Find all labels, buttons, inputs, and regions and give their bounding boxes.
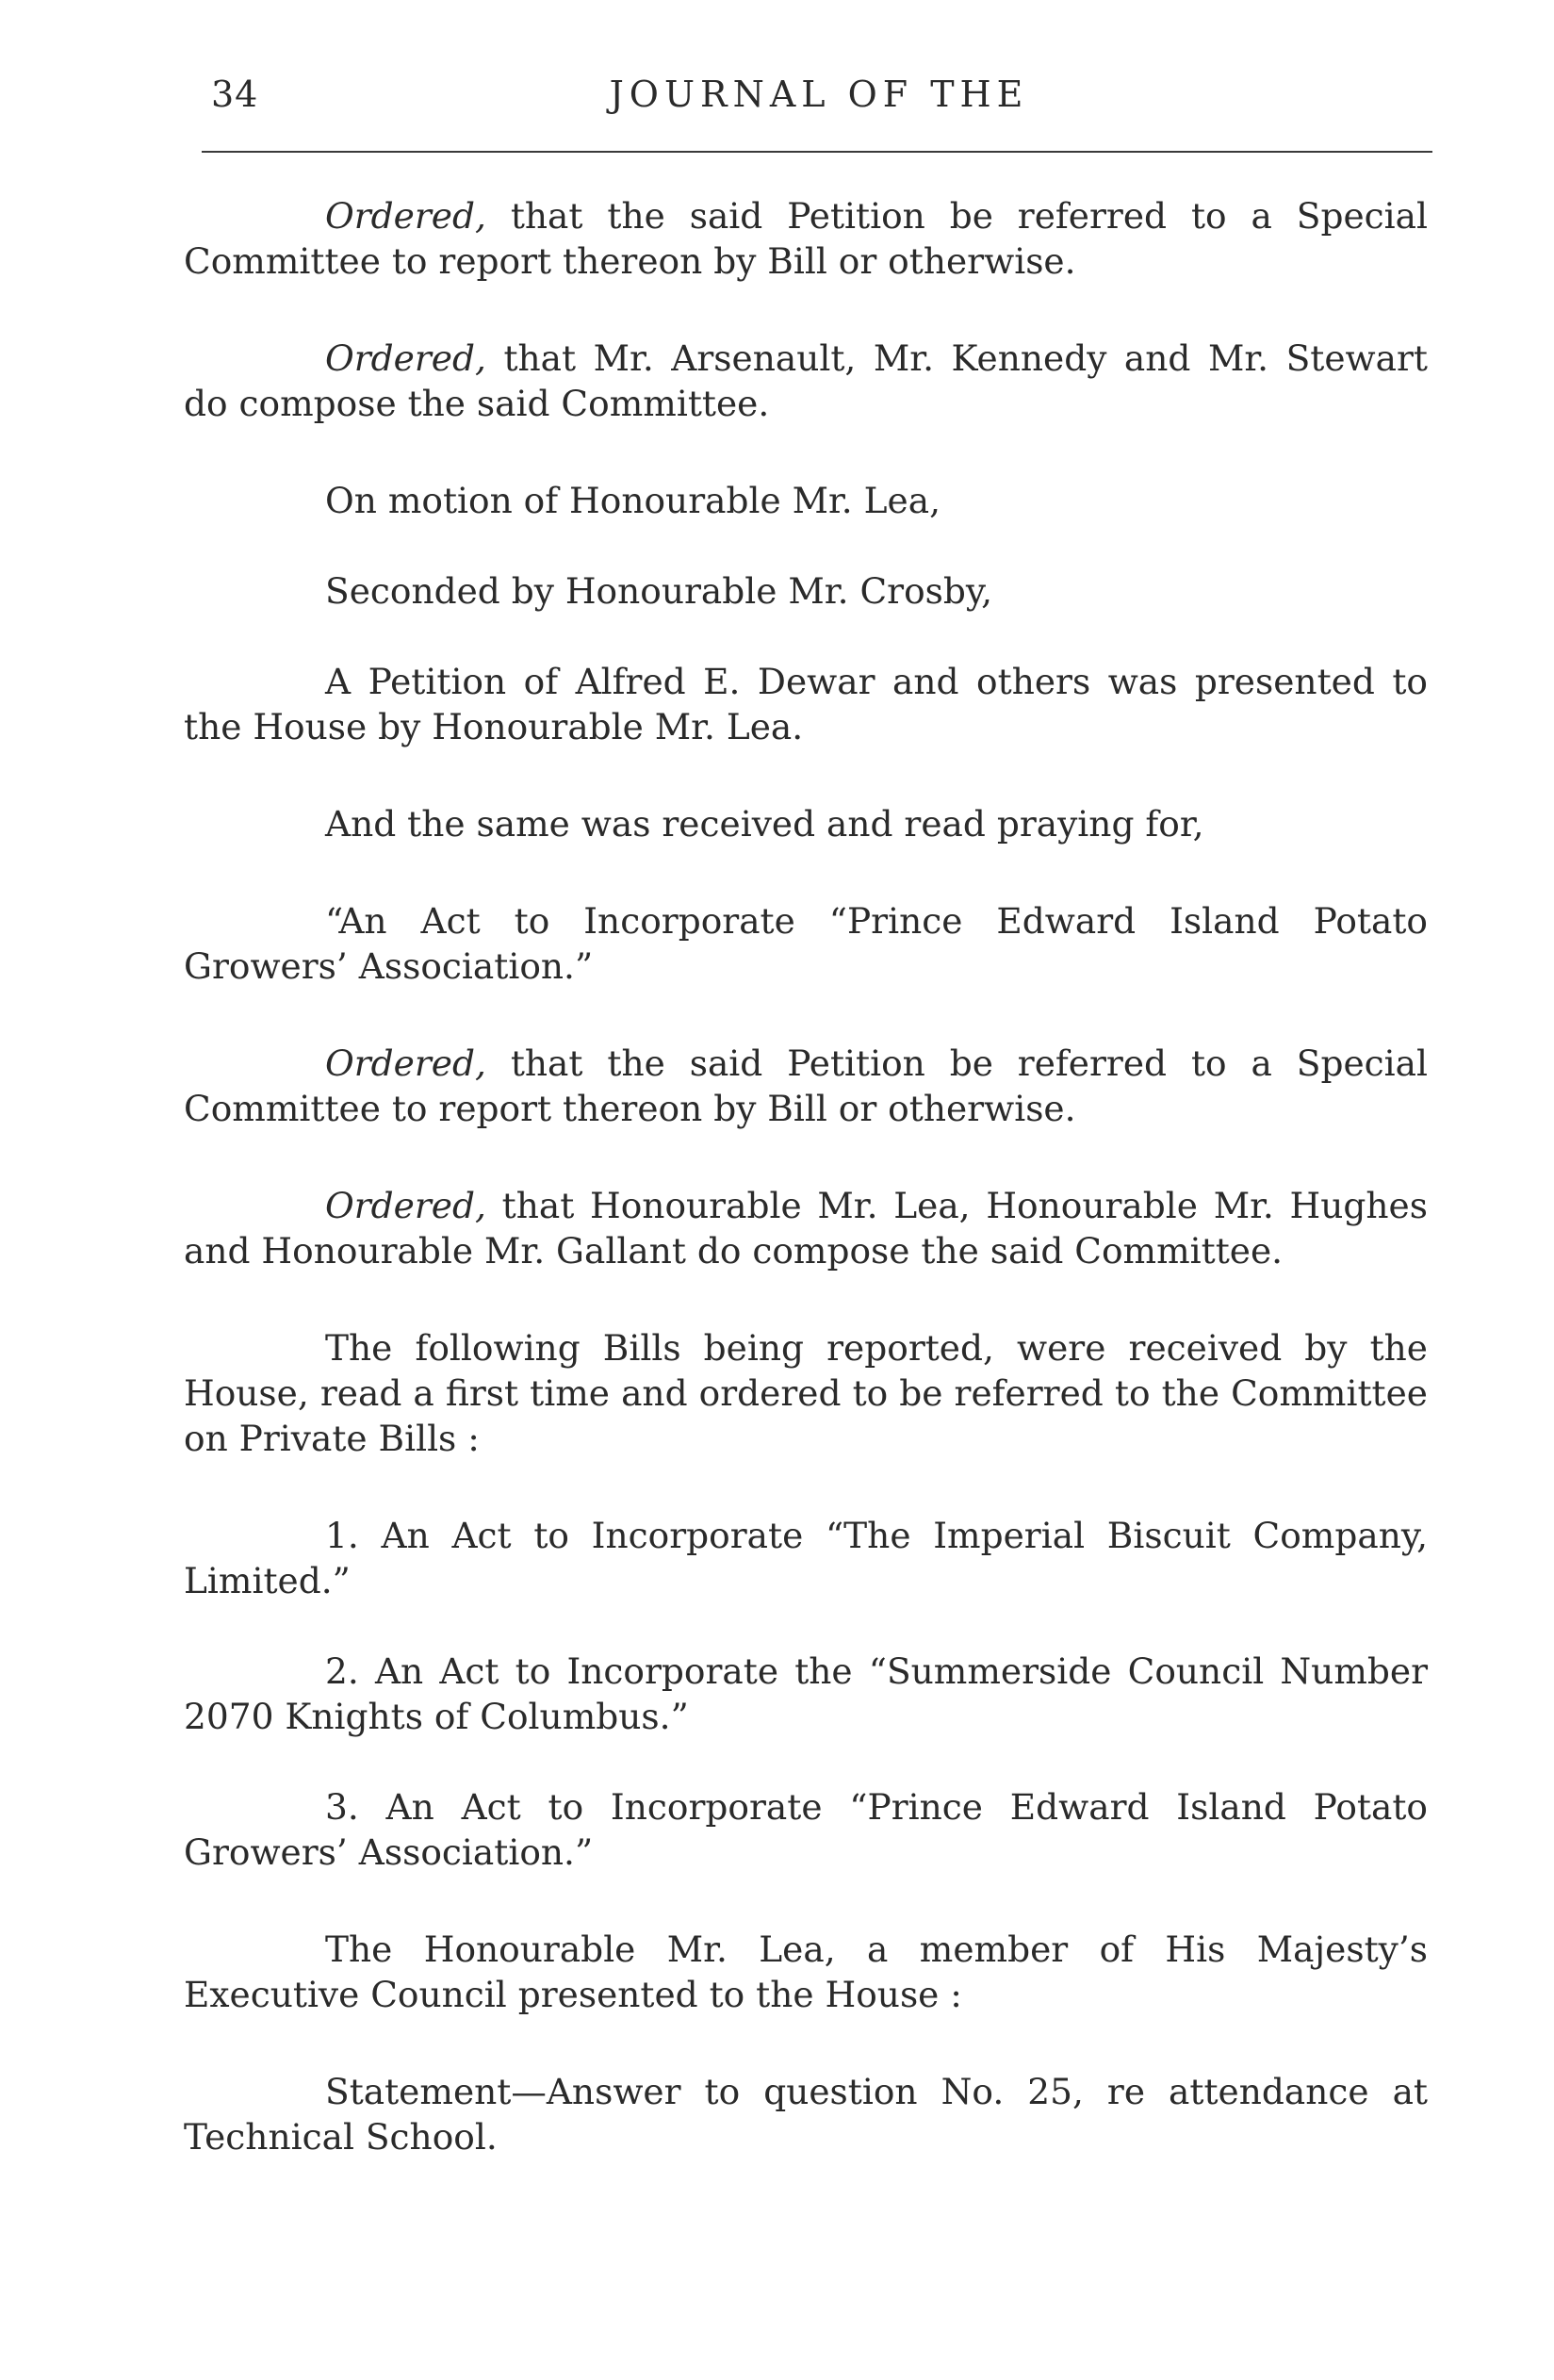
journal-body: [184, 193, 1428, 2159]
bill-item-3: [184, 1784, 1428, 1875]
paragraph-seconded: [184, 568, 1428, 614]
header-rule: [202, 151, 1432, 153]
paragraph-executive-council: [184, 1927, 1428, 2017]
paragraph-text: And the same was received and read praying for,: [325, 803, 1204, 845]
paragraph-text: A Petition of Alfred E. Dewar and others was presented to the House by Honourable Mr. Lea.: [184, 661, 1428, 747]
paragraph-text: that Honourable Mr. Lea, Honourable Mr. Hughes and Honourable Mr. Gallant do compose the said Committee.: [184, 1185, 1428, 1272]
ordered-lead: Ordered,: [325, 337, 486, 379]
running-head: JOURNAL OF THE: [609, 74, 1029, 115]
bill-item-1: [184, 1513, 1428, 1603]
bill-item-2: [184, 1649, 1428, 1739]
paragraph-ordered-referral-1: [184, 193, 1428, 284]
paragraph-text: that Mr. Arsenault, Mr. Kennedy and Mr. Stewart do compose the said Committee.: [184, 337, 1428, 424]
paragraph-text: 1. An Act to Incorporate “The Imperial Biscuit Company, Limited.”: [184, 1515, 1428, 1601]
paragraph-text: The following Bills being reported, were received by the House, read a first time and ordered to be referred to the Committee on Private Bills :: [184, 1327, 1428, 1459]
page-header: [202, 74, 1436, 130]
paragraph-bills-reported: [184, 1325, 1428, 1461]
paragraph-ordered-committee-2: [184, 1183, 1428, 1273]
ordered-lead: Ordered,: [325, 195, 486, 237]
paragraph-text: “An Act to Incorporate “Prince Edward Island Potato Growers’ Association.”: [184, 900, 1428, 987]
paragraph-text: that the said Petition be referred to a Special Committee to report thereon by Bill or otherwise.: [184, 195, 1428, 282]
paragraph-text: 2. An Act to Incorporate the “Summerside Council Number 2070 Knights of Columbus.”: [184, 1650, 1428, 1737]
paragraph-motion: [184, 478, 1428, 523]
paragraph-received: [184, 801, 1428, 846]
paragraph-statement: [184, 2069, 1428, 2159]
ordered-lead: Ordered,: [325, 1042, 486, 1084]
paragraph-text: On motion of Honourable Mr. Lea,: [325, 480, 941, 521]
paragraph-ordered-referral-2: [184, 1041, 1428, 1131]
paragraph-petition: [184, 659, 1428, 749]
paragraph-text: that the said Petition be referred to a Special Committee to report thereon by Bill or otherwise.: [184, 1042, 1428, 1129]
paragraph-text: The Honourable Mr. Lea, a member of His Majesty’s Executive Council presented to the House :: [184, 1929, 1428, 2015]
page-number: 34: [211, 74, 259, 115]
paragraph-text: 3. An Act to Incorporate “Prince Edward Island Potato Growers’ Association.”: [184, 1786, 1428, 1873]
paragraph-act-title: [184, 898, 1428, 989]
paragraph-text: Statement—Answer to question No. 25, re attendance at Technical School.: [184, 2071, 1428, 2158]
paragraph-ordered-committee-1: [184, 336, 1428, 426]
paragraph-text: Seconded by Honourable Mr. Crosby,: [325, 570, 993, 612]
ordered-lead: Ordered,: [325, 1185, 486, 1226]
